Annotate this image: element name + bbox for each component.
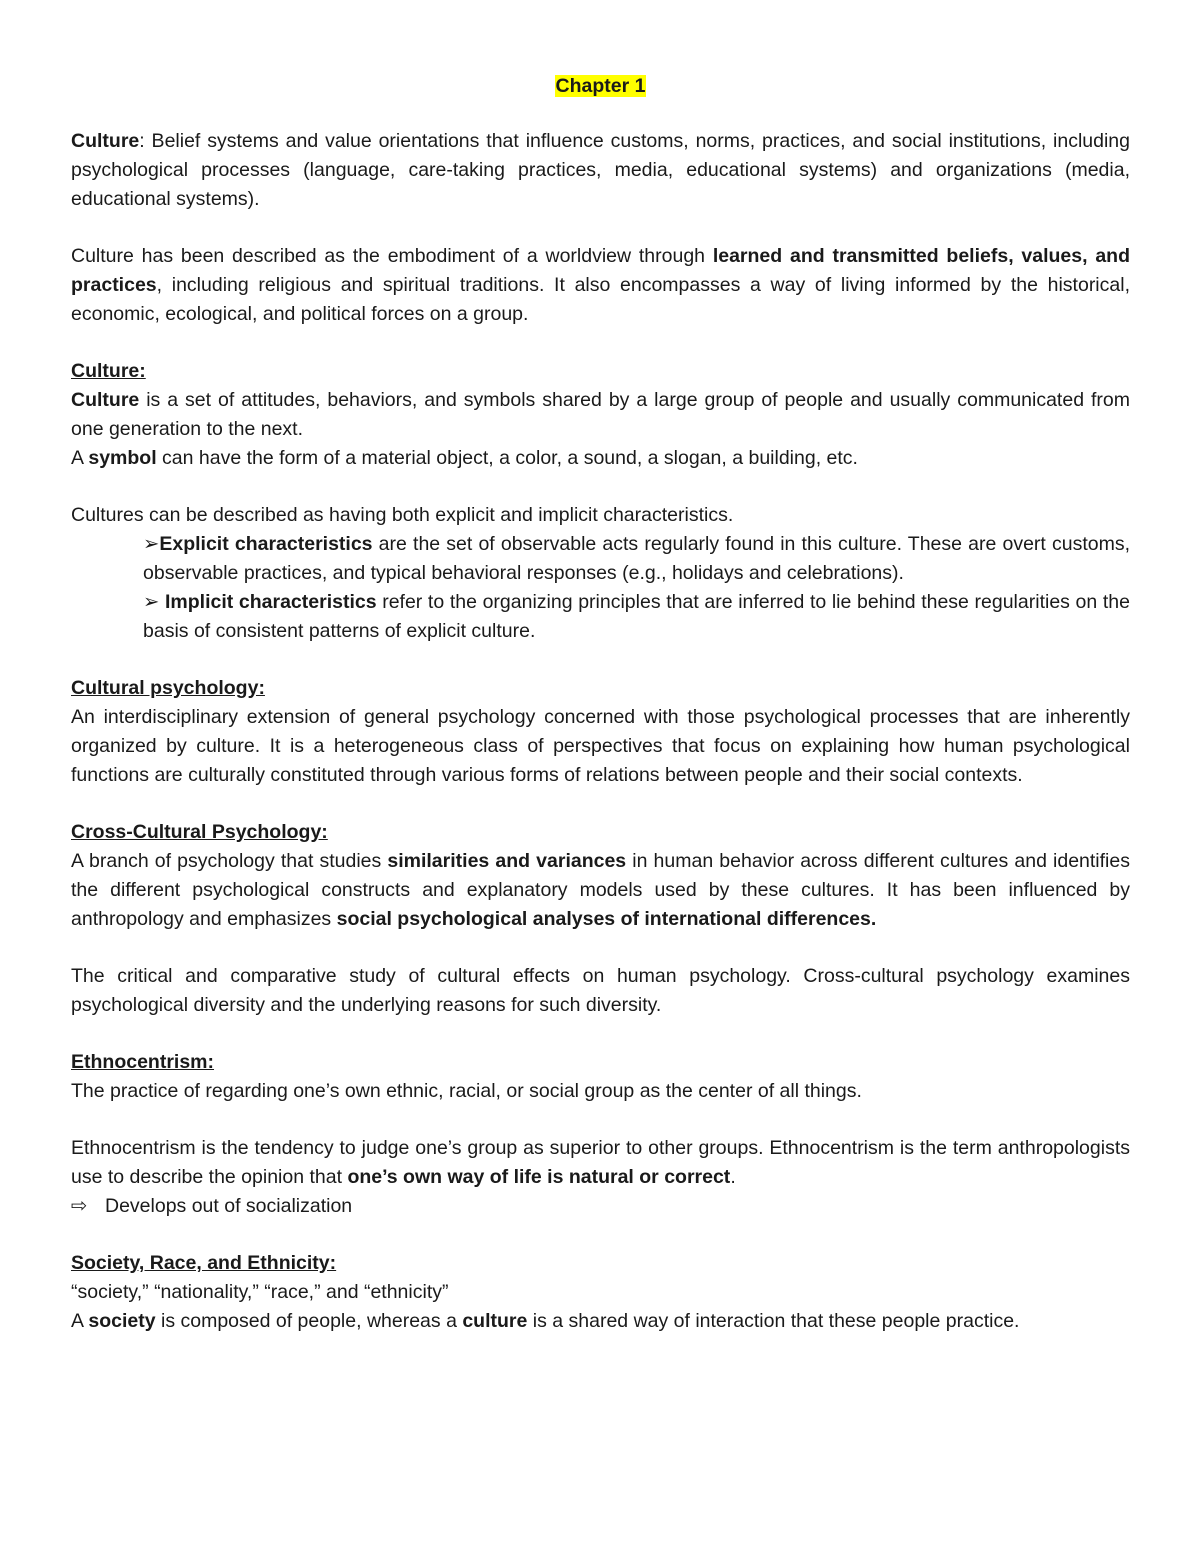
socialization-note: ⇨ Develops out of socialization bbox=[71, 1192, 1130, 1221]
symbol-paragraph: A symbol can have the form of a material object, a color, a sound, a slogan, a building, etc. bbox=[71, 447, 858, 469]
title-row bbox=[71, 72, 1130, 101]
right-arrow-icon: ⇨ bbox=[71, 1195, 88, 1217]
ethnocentrism-heading: Ethnocentrism: bbox=[71, 1051, 215, 1073]
ethnocentrism-definition: The practice of regarding one’s own ethnic, racial, or social group as the center of all things. bbox=[71, 1080, 862, 1102]
ethnocentrism-paragraph: Ethnocentrism is the tendency to judge one’s group as superior to other groups. Ethnocentrism is the term anthropologists use to describe the opinion that one’s own way of life is natural or correct. bbox=[71, 1137, 1130, 1188]
culture-heading: Culture: bbox=[71, 360, 146, 382]
culture-term: Culture bbox=[71, 130, 140, 152]
document-page bbox=[71, 72, 1130, 1336]
explicit-characteristics-item: ➢Explicit characteristics are the set of observable acts regularly found in this culture. These are overt customs, observable practices, and typical behavioral responses (e.g., holidays and celebrations). bbox=[143, 530, 1130, 588]
arrow-bullet-icon: ➢ bbox=[143, 591, 160, 613]
implicit-characteristics-item: ➢ Implicit characteristics refer to the organizing principles that are inferred to lie behind these regularities on the basis of consistent patterns of explicit culture. bbox=[143, 588, 1130, 646]
culture-worldview-paragraph: Culture has been described as the embodiment of a worldview through learned and transmitted beliefs, values, and practices, including religious and spiritual traditions. It also encompasses a way of living informed by the historical, economic, ecological, and political forces on a group. bbox=[71, 245, 1130, 325]
society-terms: “society,” “nationality,” “race,” and “ethnicity” bbox=[71, 1281, 449, 1303]
chapter-title: Chapter 1 bbox=[555, 75, 646, 97]
culture-paragraph: Culture is a set of attitudes, behaviors, and symbols shared by a large group of people and usually communicated from one generation to the next. bbox=[71, 389, 1130, 440]
society-paragraph: A society is composed of people, whereas a culture is a shared way of interaction that these people practice. bbox=[71, 1310, 1020, 1332]
culture-definition: Culture: Belief systems and value orientations that influence customs, norms, practices, and social institutions, including psychological processes (language, care-taking practices, media, educational systems) and organizations (media, educational systems). bbox=[71, 130, 1130, 210]
characteristics-intro: Cultures can be described as having both explicit and implicit characteristics. bbox=[71, 504, 734, 526]
cross-cultural-study-paragraph: The critical and comparative study of cultural effects on human psychology. Cross-cultural psychology examines psychological diversity and the underlying reasons for such diversity. bbox=[71, 965, 1130, 1016]
arrow-bullet-icon: ➢ bbox=[143, 533, 160, 555]
cross-cultural-paragraph: A branch of psychology that studies similarities and variances in human behavior across different cultures and identifies the different psychological constructs and explanatory models used by these cultures. It has been influenced by anthropology and emphasizes social psychological analyses of international differences. bbox=[71, 850, 1130, 930]
cultural-psychology-heading: Cultural psychology: bbox=[71, 677, 265, 699]
cross-cultural-heading: Cross-Cultural Psychology: bbox=[71, 821, 328, 843]
society-heading: Society, Race, and Ethnicity: bbox=[71, 1252, 337, 1274]
cultural-psychology-paragraph: An interdisciplinary extension of general psychology concerned with those psychological processes that are inherently organized by culture. It is a heterogeneous class of perspectives that focus on explaining how human psychological functions are culturally constituted through various forms of relations between people and their social contexts. bbox=[71, 706, 1130, 786]
